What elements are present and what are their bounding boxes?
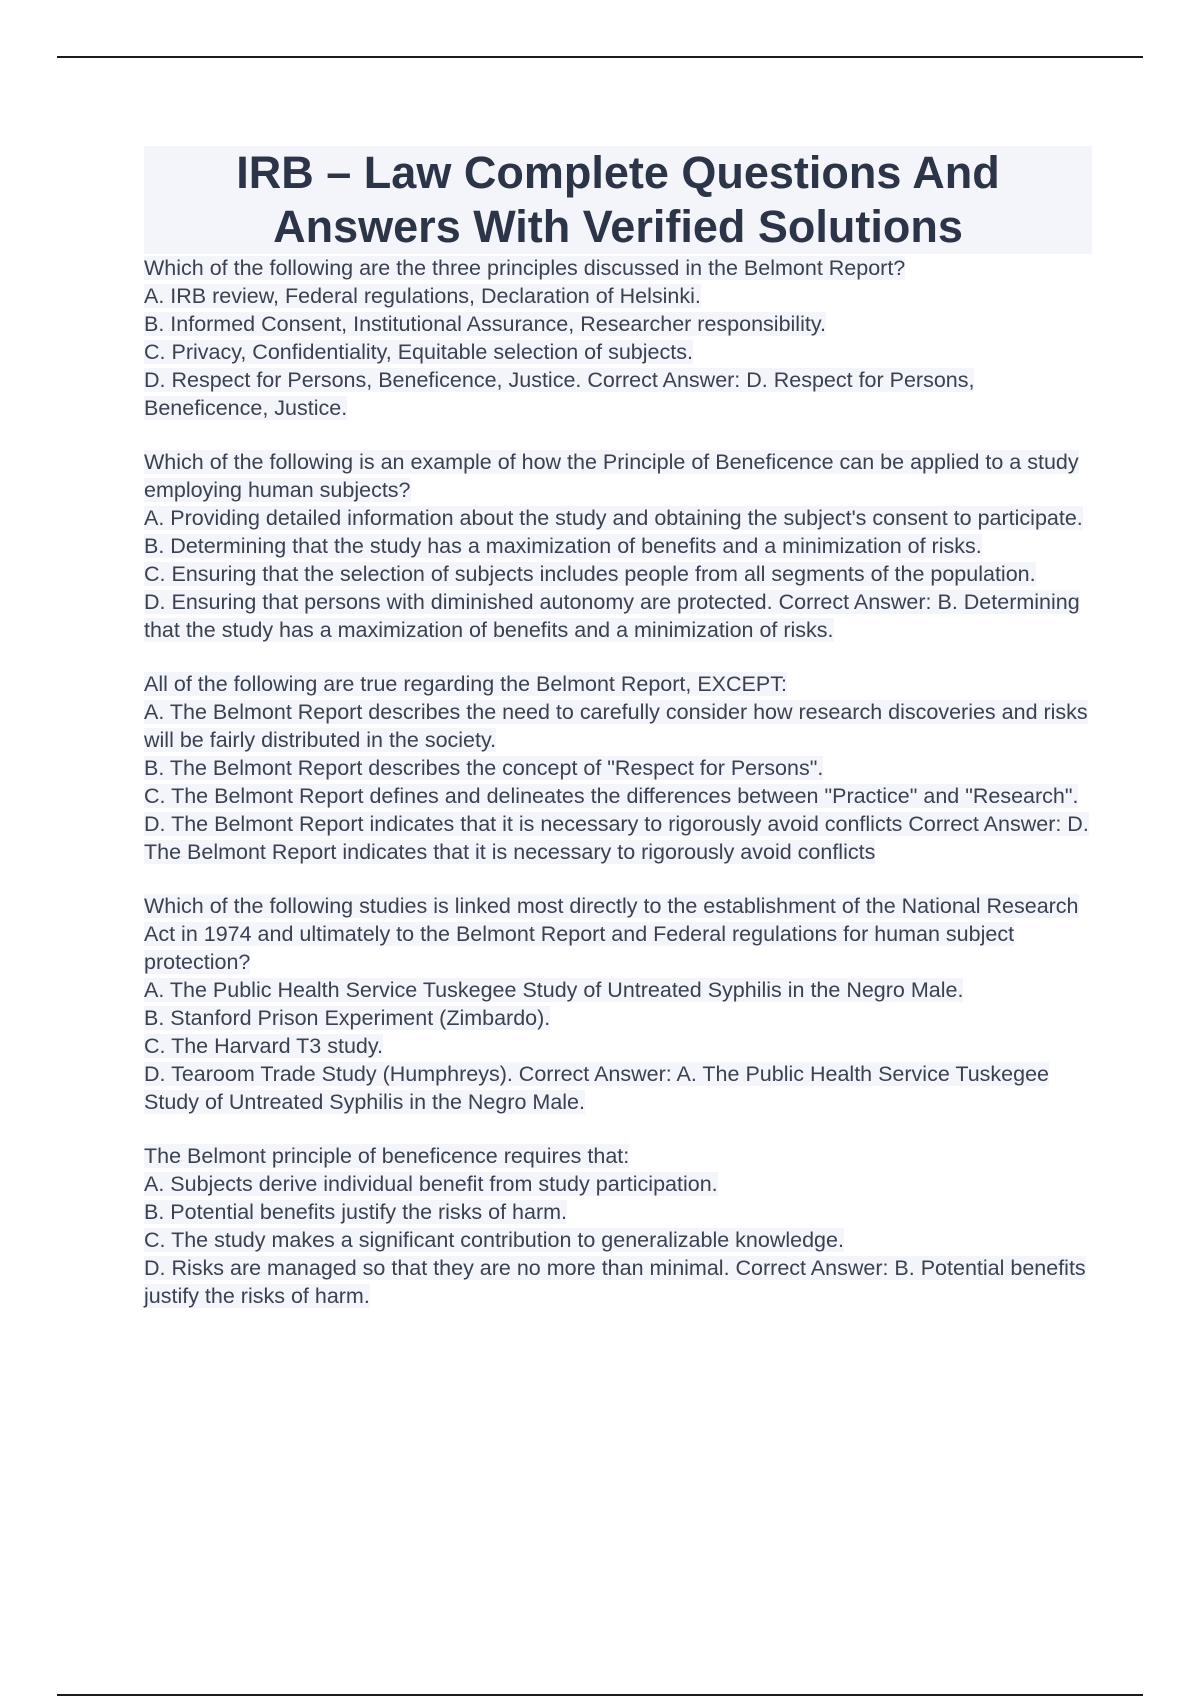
answer-option: C. The Harvard T3 study.	[144, 1034, 383, 1058]
document-title: IRB – Law Complete Questions And Answers With Verified Solutions	[144, 146, 1092, 254]
answer-option: A. IRB review, Federal regulations, Declaration of Helsinki.	[144, 284, 701, 308]
answer-option: D. Ensuring that persons with diminished autonomy are protected. Correct Answer: B. Determining that the study has a maximization of benefits and a minimization of risks.	[144, 590, 1080, 642]
answer-option: B. Informed Consent, Institutional Assurance, Researcher responsibility.	[144, 312, 826, 336]
answer-option: C. The study makes a significant contribution to generalizable knowledge.	[144, 1228, 844, 1252]
question-block-2	[144, 448, 1092, 644]
answer-option: B. Stanford Prison Experiment (Zimbardo).	[144, 1006, 551, 1030]
question-text: All of the following are true regarding the Belmont Report, EXCEPT:	[144, 672, 787, 696]
answer-option: C. Ensuring that the selection of subjects includes people from all segments of the population.	[144, 562, 1036, 586]
answer-option: B. Determining that the study has a maximization of benefits and a minimization of risks.	[144, 534, 982, 558]
question-text: Which of the following is an example of how the Principle of Beneficence can be applied to a study employing human subjects?	[144, 450, 1079, 502]
answer-option: D. Tearoom Trade Study (Humphreys). Correct Answer: A. The Public Health Service Tuskegee Study of Untreated Syphilis in the Negro Male.	[144, 1062, 1049, 1114]
answer-option: C. The Belmont Report defines and delineates the differences between "Practice" and "Research".	[144, 784, 1079, 808]
question-text: Which of the following are the three principles discussed in the Belmont Report?	[144, 256, 906, 280]
question-text: Which of the following studies is linked most directly to the establishment of the National Research Act in 1974 and ultimately to the Belmont Report and Federal regulations for human subject protection?	[144, 894, 1079, 974]
document-body	[144, 146, 1092, 1336]
question-block-1	[144, 254, 1092, 422]
question-block-4	[144, 892, 1092, 1116]
answer-option: D. Risks are managed so that they are no more than minimal. Correct Answer: B. Potential benefits justify the risks of harm.	[144, 1256, 1086, 1308]
question-block-5	[144, 1142, 1092, 1310]
header-rule	[57, 56, 1143, 58]
answer-option: D. Respect for Persons, Beneficence, Justice. Correct Answer: D. Respect for Persons, Beneficence, Justice.	[144, 368, 975, 420]
answer-option: A. The Belmont Report describes the need to carefully consider how research discoveries and risks will be fairly distributed in the society.	[144, 700, 1088, 752]
footer-rule	[57, 1694, 1143, 1696]
question-block-3	[144, 670, 1092, 866]
answer-option: B. Potential benefits justify the risks of harm.	[144, 1200, 568, 1224]
answer-option: D. The Belmont Report indicates that it is necessary to rigorously avoid conflicts Correct Answer: D. The Belmont Report indicates that it is necessary to rigorously avoid conflicts	[144, 812, 1089, 864]
answer-option: A. Providing detailed information about the study and obtaining the subject's consent to participate.	[144, 506, 1083, 530]
answer-option: C. Privacy, Confidentiality, Equitable selection of subjects.	[144, 340, 693, 364]
question-text: The Belmont principle of beneficence requires that:	[144, 1144, 630, 1168]
answer-option: B. The Belmont Report describes the concept of "Respect for Persons".	[144, 756, 824, 780]
answer-option: A. Subjects derive individual benefit from study participation.	[144, 1172, 718, 1196]
answer-option: A. The Public Health Service Tuskegee Study of Untreated Syphilis in the Negro Male.	[144, 978, 964, 1002]
